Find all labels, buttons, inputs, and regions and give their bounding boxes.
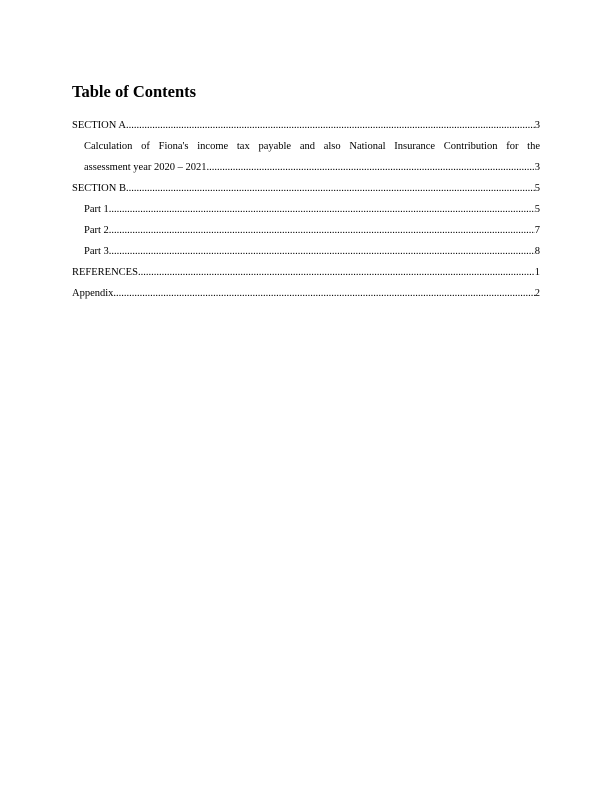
- toc-entry-label: Part 3: [84, 246, 109, 257]
- dot-leader: [113, 283, 534, 304]
- dot-leader: [138, 262, 535, 283]
- toc-entry-page: 1: [534, 267, 540, 278]
- toc-entry-label: Part 1: [84, 204, 109, 215]
- toc-entry-label: SECTION A: [72, 120, 126, 131]
- toc-entry-part-1[interactable]: [72, 199, 540, 220]
- dot-leader: [109, 199, 535, 220]
- dot-leader: [109, 220, 535, 241]
- toc-entry-page: 7: [534, 225, 540, 236]
- toc-entry-section-b[interactable]: [72, 178, 540, 199]
- dot-leader: [126, 115, 535, 136]
- toc-entry-label: REFERENCES: [72, 267, 138, 278]
- toc-heading: Table of Contents: [72, 82, 197, 101]
- toc-entry-label: Part 2: [84, 225, 109, 236]
- toc-entry-page: 2: [534, 288, 540, 299]
- toc-entry-page: 5: [534, 204, 540, 215]
- toc-entry-page: 3: [534, 162, 540, 173]
- dot-leader: [206, 157, 534, 178]
- toc-entry-page: 8: [534, 246, 540, 257]
- toc-entry-references[interactable]: [72, 262, 540, 283]
- toc-entry-label: Appendix: [72, 288, 114, 299]
- toc-entry-page: 3: [534, 120, 540, 131]
- table-of-contents: [72, 115, 540, 304]
- toc-entry-label: SECTION B: [72, 183, 126, 194]
- toc-entry-label: Calculation of Fiona's income tax payable and also National Insurance Contribution for the: [84, 141, 540, 152]
- dot-leader: [126, 178, 535, 199]
- toc-entry-page: 5: [534, 183, 540, 194]
- toc-entry-appendix[interactable]: [72, 283, 540, 304]
- toc-entry-calculation-line2[interactable]: [72, 157, 540, 178]
- toc-entry-label: assessment year 2020 – 2021: [84, 162, 207, 173]
- toc-entry-section-a[interactable]: [72, 115, 540, 136]
- toc-entry-part-2[interactable]: [72, 220, 540, 241]
- toc-entry-calculation-line1[interactable]: [72, 136, 540, 157]
- toc-entry-part-3[interactable]: [72, 241, 540, 262]
- dot-leader: [109, 241, 535, 262]
